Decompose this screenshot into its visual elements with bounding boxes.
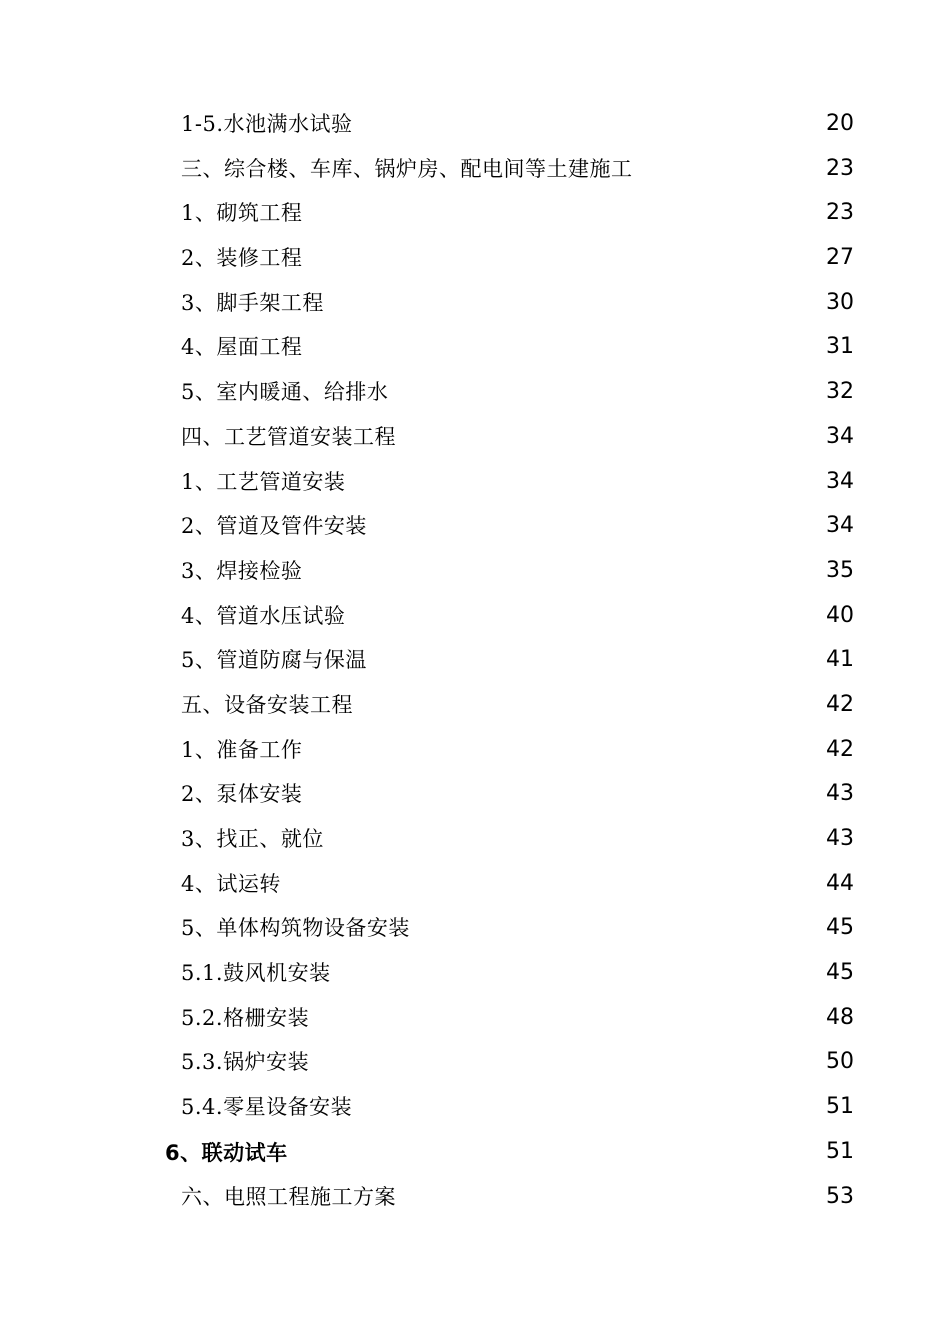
toc-entry-page-number: 40 — [826, 602, 854, 628]
toc-entry-page-number: 50 — [826, 1049, 854, 1075]
toc-entry[interactable] — [0, 415, 950, 460]
toc-entry[interactable] — [0, 1085, 950, 1130]
toc-entry[interactable] — [0, 1130, 950, 1175]
toc-entry-page-number: 27 — [826, 245, 854, 271]
toc-entry-page-number: 30 — [826, 289, 854, 315]
toc-entry[interactable] — [0, 325, 950, 370]
toc-entry-page-number: 45 — [826, 960, 854, 986]
toc-entry[interactable] — [0, 236, 950, 281]
toc-entry-title: 5.4.零星设备安装 — [181, 1095, 353, 1120]
toc-entry-title: 五、设备安装工程 — [181, 692, 353, 717]
toc-entry[interactable] — [0, 147, 950, 192]
toc-entry-title: 5.2.格栅安装 — [181, 1005, 310, 1030]
toc-entry-title: 2、泵体安装 — [181, 782, 303, 807]
toc-entry[interactable] — [0, 370, 950, 415]
toc-entry[interactable] — [0, 281, 950, 326]
toc-entry-page-number: 20 — [826, 111, 854, 136]
toc-entry-page-number: 42 — [826, 736, 854, 762]
toc-entry-title: 4、管道水压试验 — [181, 603, 346, 628]
toc-entry-page-number: 23 — [826, 155, 854, 181]
toc-entry-page-number: 41 — [826, 647, 854, 673]
toc-entry-page-number: 51 — [826, 1138, 854, 1164]
toc-entry-title: 5.1.鼓风机安装 — [181, 961, 331, 986]
toc-entry[interactable] — [0, 191, 950, 236]
toc-entry-title: 六、电照工程施工方案 — [181, 1184, 396, 1209]
toc-entry[interactable] — [0, 683, 950, 728]
toc-entry-title: 三、综合楼、车库、锅炉房、配电间等土建施工 — [181, 156, 633, 181]
toc-entry-title: 4、屋面工程 — [181, 335, 303, 360]
toc-entry[interactable] — [0, 772, 950, 817]
toc-entry-title: 四、工艺管道安装工程 — [181, 424, 396, 449]
toc-entry[interactable] — [0, 1175, 950, 1220]
toc-entry-title: 1、砌筑工程 — [181, 201, 303, 226]
toc-entry[interactable] — [0, 594, 950, 639]
toc-entry-title: 2、管道及管件安装 — [181, 514, 367, 539]
toc-entry-page-number: 34 — [826, 513, 854, 539]
toc-entry-title: 6、联动试车 — [165, 1140, 288, 1165]
toc-entry-title: 4、试运转 — [181, 871, 281, 896]
toc-entry[interactable] — [0, 951, 950, 996]
toc-entry-page-number: 48 — [826, 1004, 854, 1030]
toc-entry-title: 1、工艺管道安装 — [181, 469, 346, 494]
toc-entry[interactable] — [0, 996, 950, 1041]
toc-entry[interactable] — [0, 862, 950, 907]
toc-entry-page-number: 51 — [826, 1094, 854, 1120]
toc-entry-page-number: 45 — [826, 915, 854, 941]
toc-entry[interactable] — [0, 1040, 950, 1085]
toc-entry-page-number: 42 — [826, 691, 854, 717]
toc-entry[interactable] — [0, 817, 950, 862]
toc-entry-title: 2、装修工程 — [181, 246, 303, 271]
toc-entry-title: 1、准备工作 — [181, 737, 303, 762]
toc-entry-title: 3、脚手架工程 — [181, 290, 324, 315]
toc-entry-title: 5、管道防腐与保温 — [181, 648, 367, 673]
toc-entry-title: 5.3.锅炉安装 — [181, 1050, 310, 1075]
toc-entry[interactable] — [0, 549, 950, 594]
toc-entry[interactable] — [0, 728, 950, 773]
toc-entry-title: 3、焊接检验 — [181, 558, 303, 583]
toc-entry-page-number: 43 — [826, 826, 854, 851]
toc-entry-title: 5、单体构筑物设备安装 — [181, 916, 410, 941]
toc-entry-page-number: 53 — [826, 1183, 854, 1209]
toc-entry-page-number: 44 — [826, 870, 854, 896]
toc-entry[interactable] — [0, 102, 950, 147]
toc-entry-page-number: 23 — [826, 200, 854, 226]
toc-entry-page-number: 34 — [826, 468, 854, 494]
toc-entry-page-number: 43 — [826, 781, 854, 807]
toc-entry-page-number: 34 — [826, 423, 854, 449]
table-of-contents — [0, 102, 950, 1219]
toc-entry[interactable] — [0, 504, 950, 549]
toc-entry[interactable] — [0, 906, 950, 951]
toc-entry[interactable] — [0, 460, 950, 505]
toc-entry-page-number: 31 — [826, 334, 854, 360]
toc-entry[interactable] — [0, 638, 950, 683]
toc-entry-page-number: 35 — [826, 557, 854, 583]
toc-entry-title: 1-5.水池满水试验 — [181, 112, 353, 136]
toc-entry-title: 3、找正、就位 — [181, 827, 324, 851]
toc-entry-title: 5、室内暖通、给排水 — [181, 380, 389, 405]
toc-entry-page-number: 32 — [826, 379, 854, 405]
